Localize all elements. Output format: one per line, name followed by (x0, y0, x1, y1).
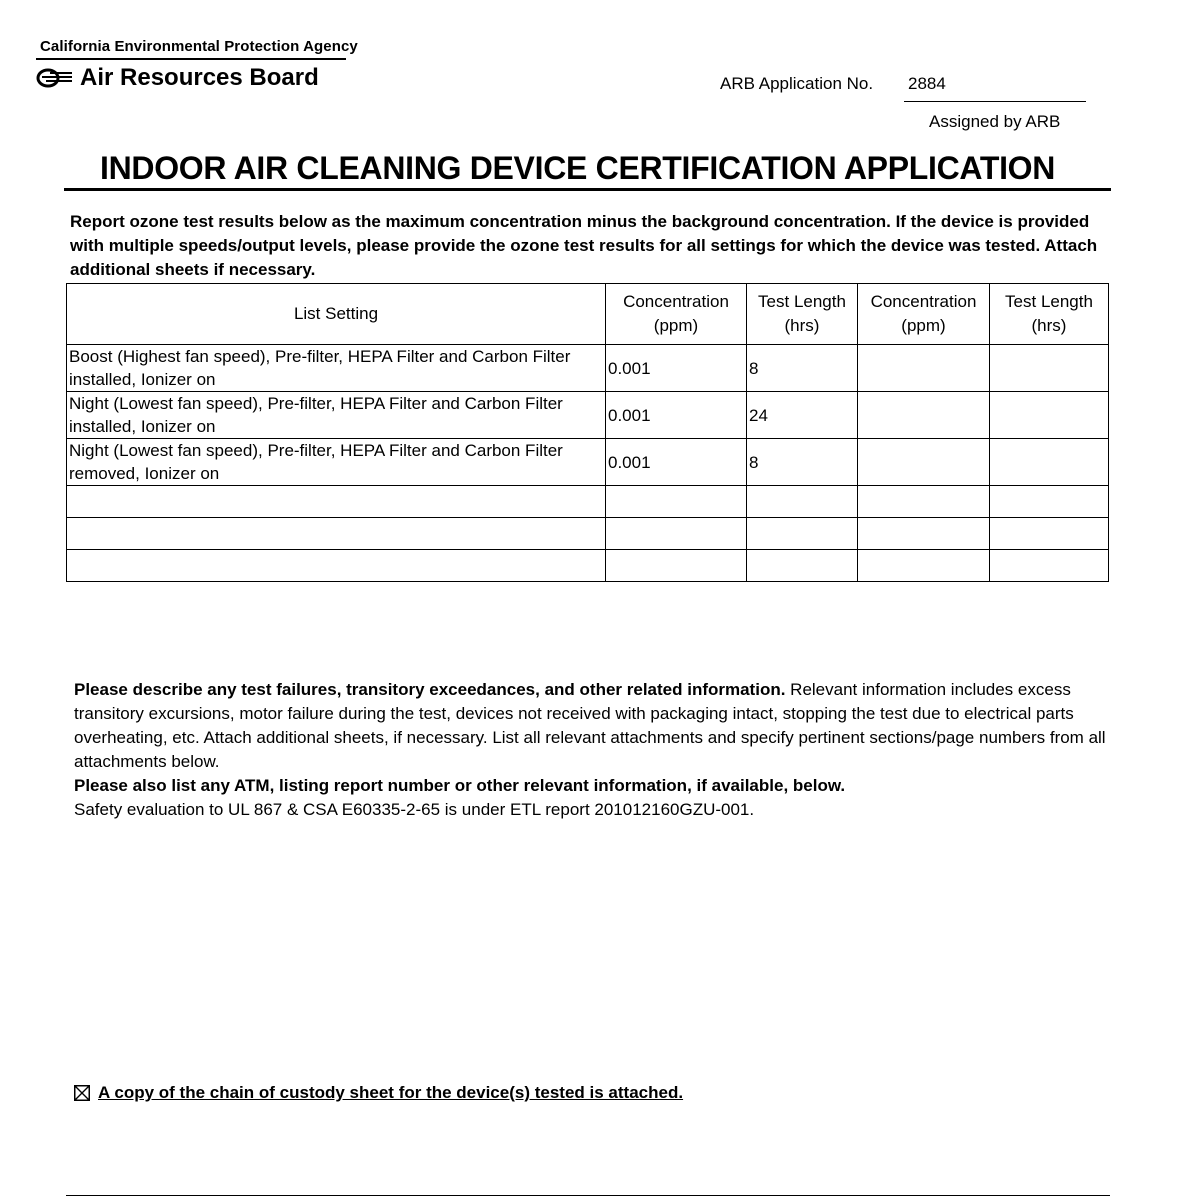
header-test-length: Test Length (hrs) (747, 284, 858, 345)
cell-concentration[interactable]: 0.001 (606, 392, 747, 439)
cell-concentration-2[interactable] (858, 550, 990, 582)
atm-value[interactable]: Safety evaluation to UL 867 & CSA E60335-2-65 is under ETL report 201012160GZU-001. (74, 800, 755, 819)
cell-setting[interactable]: Night (Lowest fan speed), Pre-filter, HEPA Filter and Carbon Filter removed, Ionizer on (67, 439, 606, 486)
assigned-note: Assigned by ARB (929, 112, 1061, 131)
cell-test-length[interactable]: 8 (747, 345, 858, 392)
header-list-setting: List Setting (67, 284, 606, 345)
cell-test-length[interactable]: 8 (747, 439, 858, 486)
cell-test-length-2[interactable] (990, 392, 1109, 439)
cell-setting[interactable] (67, 518, 606, 550)
table-row (67, 392, 1109, 439)
cell-test-length[interactable] (747, 486, 858, 518)
cell-concentration[interactable] (606, 486, 747, 518)
cell-test-length-2[interactable] (990, 518, 1109, 550)
table-row-empty (67, 550, 1109, 582)
cell-concentration[interactable]: 0.001 (606, 345, 747, 392)
cell-concentration-2[interactable] (858, 518, 990, 550)
cell-test-length-2[interactable] (990, 439, 1109, 486)
instructions: Report ozone test results below as the maximum concentration minus the background concentration. If the device is provided with multiple speeds/output levels, please provide the ozone test results for all settings for which the device was tested. Attach additional sheets if necessary. (70, 212, 1098, 279)
table-row (67, 345, 1109, 392)
cell-setting[interactable]: Boost (Highest fan speed), Pre-filter, HEPA Filter and Carbon Filter installed, Ionizer on (67, 345, 606, 392)
application-number-label: ARB Application No. (720, 74, 874, 93)
table-row-empty (67, 518, 1109, 550)
table-row-empty (67, 486, 1109, 518)
title-underline (64, 188, 1111, 191)
cell-concentration[interactable] (606, 518, 747, 550)
test-failures-heading: Please describe any test failures, transitory exceedances, and other related information. (74, 680, 786, 699)
test-failures-body: Relevant information includes excess transitory excursions, motor failure during the test, devices not received with packaging intact, stopping the test due to electrical parts overheating, etc. Attach additional sheets, if necessary. List all relevant attachments and specify pertinent sections/page numbers from all attachments below. (74, 680, 1106, 771)
cell-test-length-2[interactable] (990, 486, 1109, 518)
custody-checkbox-checked-icon[interactable] (74, 1085, 90, 1101)
custody-attestation (74, 1083, 683, 1103)
table-header-row (67, 284, 1109, 345)
board-name: Air Resources Board (80, 64, 319, 91)
atm-heading: Please also list any ATM, listing report number or other relevant information, if available, below. (74, 776, 846, 795)
header-test-length-2: Test Length (hrs) (990, 284, 1109, 345)
cell-concentration-2[interactable] (858, 392, 990, 439)
cell-concentration[interactable]: 0.001 (606, 439, 747, 486)
form-title: INDOOR AIR CLEANING DEVICE CERTIFICATION APPLICATION (100, 150, 1056, 186)
header-concentration-2: Concentration (ppm) (858, 284, 990, 345)
cell-concentration-2[interactable] (858, 486, 990, 518)
cell-test-length-2[interactable] (990, 550, 1109, 582)
cell-setting[interactable] (67, 550, 606, 582)
cell-concentration-2[interactable] (858, 439, 990, 486)
cell-test-length[interactable] (747, 518, 858, 550)
custody-label: A copy of the chain of custody sheet for the device(s) tested is attached. (98, 1083, 684, 1102)
cell-test-length[interactable]: 24 (747, 392, 858, 439)
cell-setting[interactable]: Night (Lowest fan speed), Pre-filter, HEPA Filter and Carbon Filter installed, Ionizer on (67, 392, 606, 439)
arb-logo-icon (36, 66, 74, 90)
cell-concentration[interactable] (606, 550, 747, 582)
agency-name: California Environmental Protection Agency (40, 38, 358, 55)
application-number-value: 2884 (908, 74, 946, 93)
application-number-line (904, 101, 1086, 102)
bottom-rule (66, 1195, 1110, 1196)
header-concentration: Concentration (ppm) (606, 284, 747, 345)
table-row (67, 439, 1109, 486)
logo-rule (36, 58, 346, 60)
arb-logo (36, 64, 319, 92)
test-failures-section (74, 678, 1114, 822)
cell-test-length[interactable] (747, 550, 858, 582)
cell-concentration-2[interactable] (858, 345, 990, 392)
cell-test-length-2[interactable] (990, 345, 1109, 392)
ozone-results-table (66, 283, 1109, 582)
cell-setting[interactable] (67, 486, 606, 518)
